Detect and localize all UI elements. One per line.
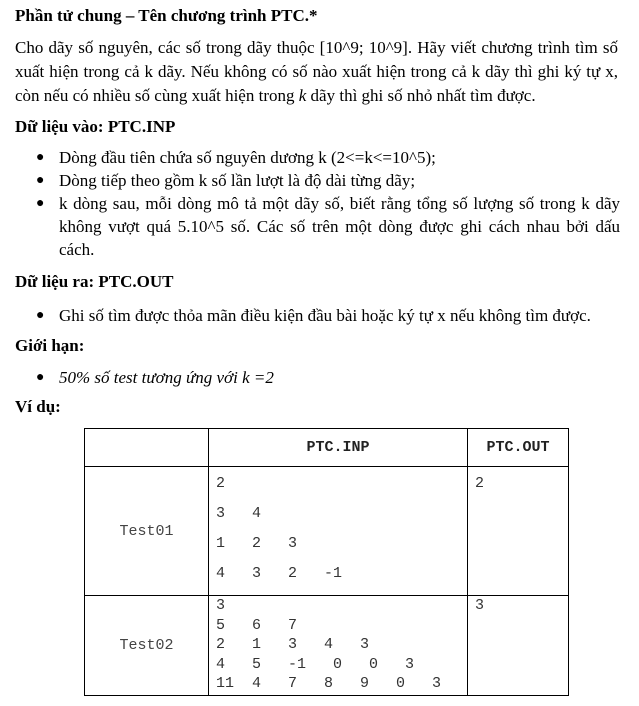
list-item <box>0 146 620 169</box>
example-heading: Ví dụ: <box>15 397 61 416</box>
input-line: 2 1 3 4 3 <box>216 636 370 653</box>
output-list <box>0 304 620 327</box>
problem-title: Phần tử chung – Tên chương trình PTC.* <box>15 6 318 25</box>
input-line: 1 2 3 <box>216 535 298 552</box>
test-name: Test02 <box>85 596 209 696</box>
test-input <box>209 467 468 596</box>
limits-list <box>0 366 620 389</box>
input-line: 11 4 7 8 9 0 3 <box>216 675 442 692</box>
bullet-icon: ● <box>36 196 45 211</box>
list-item <box>0 304 620 327</box>
test-output: 3 <box>468 596 569 696</box>
input-list <box>0 146 620 261</box>
statement-k: k <box>298 86 307 105</box>
list-item-text: Dòng đầu tiên chứa số nguyên dương k (2<=k<=10^5); <box>59 148 436 167</box>
input-line: 4 5 -1 0 0 3 <box>216 655 415 673</box>
problem-statement <box>15 36 618 108</box>
list-item-text: Ghi số tìm được thỏa mãn điều kiện đầu bài hoặc ký tự x nếu không tìm được. <box>59 306 591 325</box>
input-line: 3 <box>216 597 226 614</box>
statement-text: Cho dãy số nguyên, các số trong dãy thuộc [10^9; 10^9]. Hãy viết chương trình tìm số xuất hiện trong cả k dãy. Nếu không có số nào xuất hiện trong cả k dãy thì ghi ký tự x, còn nếu có nhiều số cùng xuất hiện trong <box>15 38 618 105</box>
list-item <box>0 169 620 192</box>
limits-heading: Giới hạn: <box>15 336 85 355</box>
test-output: 2 <box>468 467 569 596</box>
input-line: 3 4 <box>216 505 262 522</box>
table-header-row <box>85 429 569 467</box>
list-item-text: Dòng tiếp theo gồm k số lần lượt là độ dài từng dãy; <box>59 171 416 190</box>
header-empty <box>85 429 209 467</box>
header-input: PTC.INP <box>209 429 468 467</box>
list-item <box>0 366 620 389</box>
test-input <box>209 596 468 696</box>
statement-end: dãy thì ghi số nhỏ nhất tìm được. <box>306 86 536 105</box>
input-heading: Dữ liệu vào: PTC.INP <box>15 117 176 136</box>
test-name: Test01 <box>85 467 209 596</box>
input-line: 4 3 2 -1 <box>216 565 343 582</box>
bullet-icon: ● <box>36 150 45 165</box>
table-row <box>85 596 569 696</box>
example-table <box>84 428 569 696</box>
input-line: 5 6 7 <box>216 616 298 634</box>
list-item <box>0 192 620 261</box>
output-heading: Dữ liệu ra: PTC.OUT <box>15 272 174 291</box>
bullet-icon: ● <box>36 370 45 385</box>
bullet-icon: ● <box>36 173 45 188</box>
input-line: 2 <box>216 475 226 492</box>
table-row <box>85 467 569 596</box>
header-output: PTC.OUT <box>468 429 569 467</box>
list-item-text: k dòng sau, mỗi dòng mô tả một dãy số, biết rằng tổng số lượng số trong k dãy không vượt quá 5.10^5 số. Các số trên một dòng được ghi cách nhau bởi dấu cách. <box>59 194 620 259</box>
list-item-text: 50% số test tương ứng với k =2 <box>59 368 274 387</box>
bullet-icon: ● <box>36 308 45 323</box>
